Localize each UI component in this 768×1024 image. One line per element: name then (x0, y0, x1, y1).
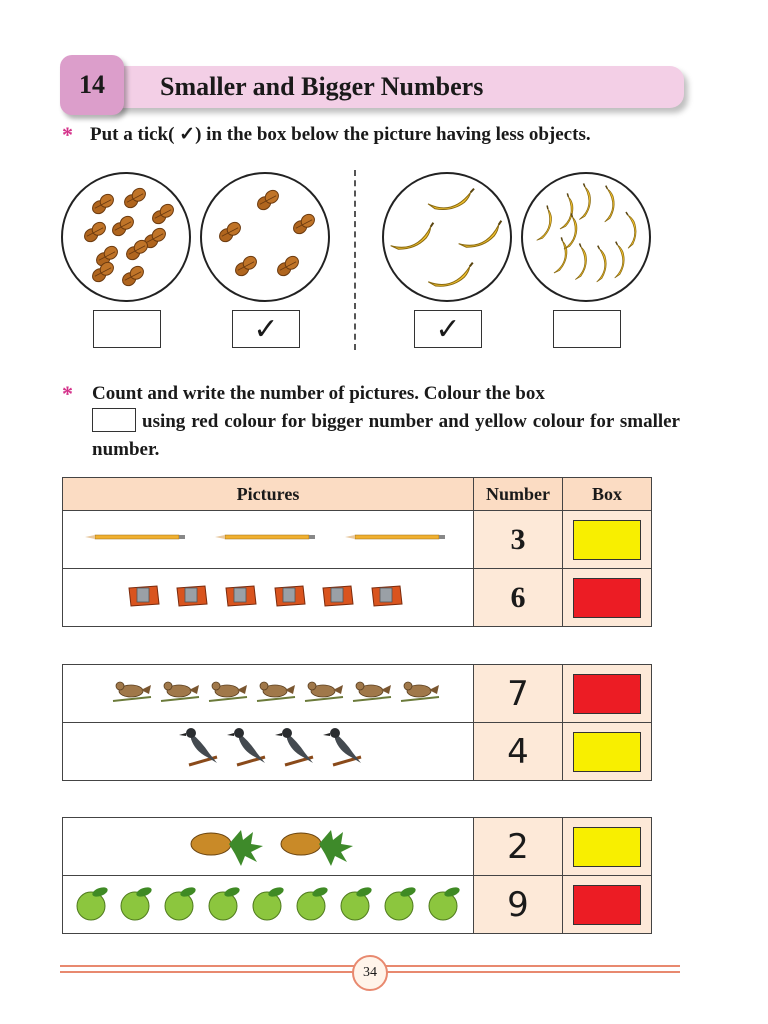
tick-box-4[interactable] (553, 310, 621, 348)
bananas-4-image (384, 174, 510, 300)
count-table-2 (62, 664, 652, 781)
peanuts-10-image (63, 174, 189, 300)
banana-icon (456, 221, 506, 252)
peanut-icon (110, 214, 136, 239)
header-box: Box (563, 478, 652, 511)
pineapple-icon (281, 830, 353, 866)
header-number: Number (474, 478, 563, 511)
color-box[interactable] (573, 885, 641, 925)
sparrow-icon (257, 682, 295, 701)
sparrows-image (63, 665, 473, 717)
peanut-icon (90, 192, 116, 217)
banana-icon (427, 189, 477, 213)
crow-icon (227, 728, 265, 765)
crow-icon (275, 728, 313, 765)
circle-bananas-many (521, 172, 651, 302)
count-number: 4 (474, 723, 563, 781)
circle-peanuts-many (61, 172, 191, 302)
guava-icon (253, 886, 285, 920)
guava-icon (121, 886, 153, 920)
guava-icon (77, 886, 109, 920)
crow-icon (323, 728, 361, 765)
color-box[interactable] (573, 520, 641, 560)
banana-icon (532, 205, 558, 243)
circle-bananas-few (382, 172, 512, 302)
instruction-part-1: Count and write the number of pictures. Colour the box (92, 383, 545, 404)
banana-icon (570, 243, 591, 281)
peanut-icon (255, 188, 281, 213)
tick-box-2[interactable]: ✓ (232, 310, 300, 348)
table-row (63, 723, 652, 781)
banana-icon (426, 263, 476, 291)
banana-icon (599, 186, 617, 224)
pencils-image (63, 511, 473, 563)
banana-icon (623, 212, 638, 249)
bullet-icon: * (62, 381, 73, 406)
sharpener-icon (226, 586, 256, 606)
peanut-icon (120, 264, 146, 289)
sparrow-icon (353, 682, 391, 701)
chapter-title: Smaller and Bigger Numbers (160, 72, 484, 101)
banana-icon (388, 223, 438, 254)
color-box[interactable] (573, 578, 641, 618)
banana-icon (591, 246, 609, 284)
count-table-1 (62, 477, 652, 627)
circle-peanuts-few (200, 172, 330, 302)
sharpeners-image (63, 569, 473, 621)
sharpener-icon (177, 586, 207, 606)
sparrow-icon (401, 682, 439, 701)
count-number: 6 (474, 569, 563, 627)
chapter-number: 14 (60, 55, 124, 115)
table-row (63, 511, 652, 569)
peanut-icon (122, 186, 148, 211)
guava-icon (297, 886, 329, 920)
dashed-divider (354, 170, 356, 350)
sparrow-icon (209, 682, 247, 701)
header-pictures: Pictures (63, 478, 474, 511)
peanut-icon (217, 220, 243, 245)
sharpener-icon (372, 586, 402, 606)
tick-box-1[interactable] (93, 310, 161, 348)
guava-icon (429, 886, 461, 920)
color-box[interactable] (573, 732, 641, 772)
bullet-icon: * (62, 122, 73, 147)
crows-image (63, 723, 473, 775)
sparrow-icon (113, 682, 151, 701)
color-box[interactable] (573, 827, 641, 867)
peanut-icon (150, 202, 176, 227)
color-box[interactable] (573, 674, 641, 714)
bananas-10-image (523, 174, 649, 300)
peanut-icon (233, 254, 259, 279)
tick-box-3[interactable]: ✓ (414, 310, 482, 348)
count-table-3 (62, 817, 652, 934)
sharpener-icon (129, 586, 159, 606)
guava-icon (341, 886, 373, 920)
exercise2-instruction (92, 380, 680, 464)
guava-icon (209, 886, 241, 920)
sparrow-icon (305, 682, 343, 701)
pencil-icon (215, 535, 315, 539)
pineapples-image (63, 818, 473, 870)
sparrow-icon (161, 682, 199, 701)
peanut-icon (291, 212, 317, 237)
count-number: 9 (474, 876, 563, 934)
page-number: 34 (352, 955, 388, 991)
table-row (63, 665, 652, 723)
count-number: 2 (474, 818, 563, 876)
sample-box (92, 408, 136, 432)
count-number: 7 (474, 665, 563, 723)
banana-icon (549, 237, 572, 275)
table-row (63, 569, 652, 627)
table-row (63, 876, 652, 934)
sharpener-icon (323, 586, 353, 606)
peanut-icon (82, 220, 108, 245)
count-number: 3 (474, 511, 563, 569)
pencil-icon (345, 535, 445, 539)
guava-icon (385, 886, 417, 920)
banana-icon (574, 183, 595, 221)
guava-icon (165, 886, 197, 920)
peanuts-5-image (202, 174, 328, 300)
table-row (63, 818, 652, 876)
banana-icon (609, 242, 627, 280)
crow-icon (179, 728, 217, 765)
instruction-part-2: using red colour for bigger number and yellow colour for smaller number. (92, 411, 680, 460)
guavas-image (63, 876, 473, 928)
exercise1-instruction: Put a tick( ✓) in the box below the picture having less objects. (90, 124, 591, 145)
pineapple-icon (191, 830, 263, 866)
pencil-icon (85, 535, 185, 539)
peanut-icon (275, 254, 301, 279)
sharpener-icon (275, 586, 305, 606)
